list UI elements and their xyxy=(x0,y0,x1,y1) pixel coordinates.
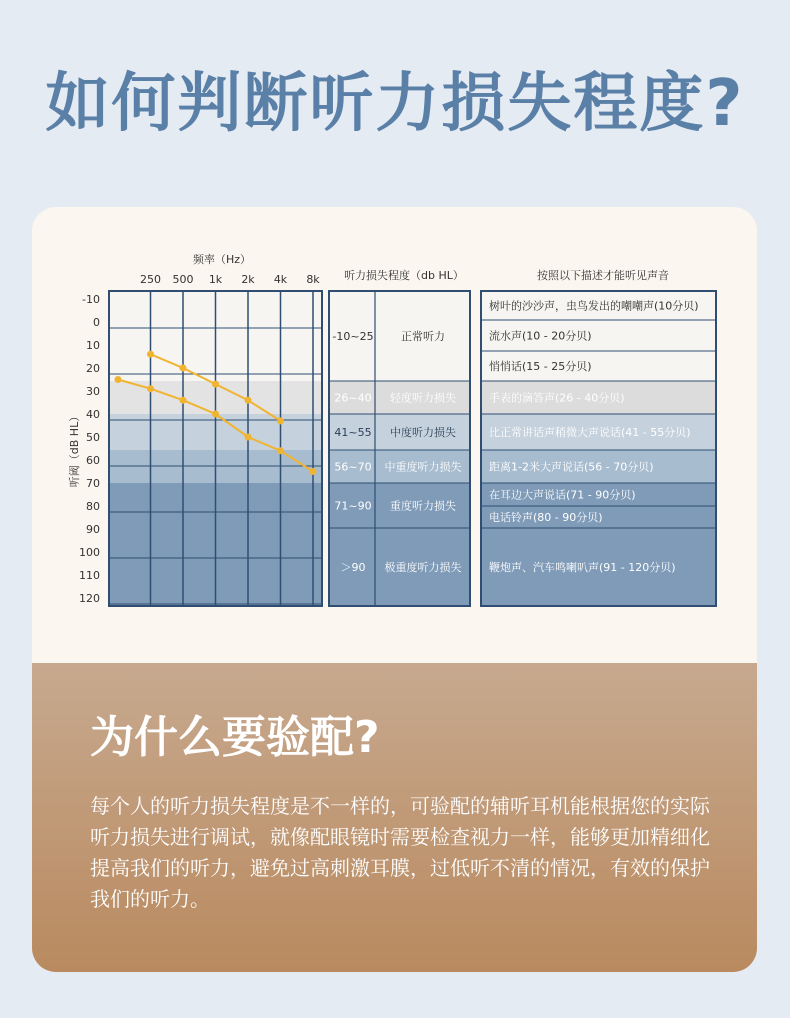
series-point xyxy=(180,397,187,404)
threshold-label: 20 xyxy=(86,362,100,375)
sound-row-text: 树叶的沙沙声，虫鸟发出的嘲嘲声(10分贝) xyxy=(489,299,699,313)
degree-table xyxy=(329,291,470,606)
threshold-label: -10 xyxy=(82,293,100,306)
series-point xyxy=(180,365,187,372)
hearing-info-card xyxy=(32,207,757,972)
degree-name: 轻度听力损失 xyxy=(390,391,456,405)
sound-row-text: 比正常讲话声稍微大声说话(41 - 55分贝) xyxy=(489,426,691,439)
degree-range: -10~25 xyxy=(332,330,374,343)
frequency-label: 1k xyxy=(208,273,223,286)
degree-name: 中重度听力损失 xyxy=(384,460,462,474)
degree-range: 71~90 xyxy=(334,499,372,513)
threshold-label: 50 xyxy=(86,431,100,444)
audiogram-figure xyxy=(32,207,757,663)
threshold-label: 80 xyxy=(86,500,100,513)
degree-range: 26~40 xyxy=(334,391,372,405)
threshold-label: 120 xyxy=(79,592,100,605)
series-point xyxy=(147,385,154,392)
sound-row-text: 距离1-2米大声说话(56 - 70分贝) xyxy=(489,460,654,474)
frequency-label: 4k xyxy=(273,273,288,286)
series-point xyxy=(147,351,154,358)
degree-name: 中度听力损失 xyxy=(390,426,456,439)
sound-row-text: 悄悄话(15 - 25分贝) xyxy=(489,360,592,373)
frequency-label: 250 xyxy=(140,273,161,286)
threshold-axis-title: 听阈（dB HL） xyxy=(68,410,81,488)
degree-name: 重度听力损失 xyxy=(390,499,456,513)
degree-range: 56~70 xyxy=(334,460,372,474)
series-point xyxy=(245,397,252,404)
series-point xyxy=(115,376,122,383)
threshold-label: 70 xyxy=(86,477,100,490)
series-point xyxy=(212,411,219,418)
series-point xyxy=(277,447,284,454)
sound-row-text: 电话铃声(80 - 90分贝) xyxy=(489,511,603,524)
sound-table-header: 按照以下描述才能听见声音 xyxy=(537,269,669,282)
series-point xyxy=(277,417,284,424)
series-point xyxy=(212,381,219,388)
threshold-label: 40 xyxy=(86,408,100,421)
degree-name: 正常听力 xyxy=(401,330,445,343)
frequency-axis-labels xyxy=(140,273,320,286)
threshold-label: 110 xyxy=(79,569,100,582)
sound-row-text: 在耳边大声说话(71 - 90分贝) xyxy=(489,488,636,502)
threshold-label: 100 xyxy=(79,546,100,559)
frequency-label: 2k xyxy=(241,273,255,286)
degree-range: 41~55 xyxy=(334,426,372,439)
page-title: 如何判断听力损失程度? xyxy=(45,67,745,141)
why-title: 为什么要验配? xyxy=(90,712,380,763)
why-body: 每个人的听力损失程度是不一样的，可验配的辅听耳机能根据您的实际听力损失进行调试，就像配眼镜时需要检查视力一样，能够更加精细化提高我们的听力，避免过高刺激耳膜，过低听不清的情况，有效的保护我们的听力。 xyxy=(90,794,710,911)
frequency-label: 500 xyxy=(172,273,194,286)
degree-name: 极重度听力损失 xyxy=(384,561,462,574)
sound-row-text: 手表的滴答声(26 - 40分贝) xyxy=(489,391,625,405)
threshold-label: 10 xyxy=(86,339,100,352)
degree-range: ＞90 xyxy=(340,561,366,574)
series-point xyxy=(310,468,317,475)
series-point xyxy=(245,434,252,441)
degree-table-header: 听力损失程度（db HL） xyxy=(344,269,464,282)
why-section xyxy=(32,663,757,972)
threshold-label: 30 xyxy=(86,385,100,398)
sound-row-text: 流水声(10 - 20分贝) xyxy=(489,329,592,343)
frequency-axis-title: 频率（Hz） xyxy=(192,253,252,266)
threshold-axis-labels xyxy=(79,293,100,605)
threshold-label: 60 xyxy=(86,454,100,467)
sound-table xyxy=(481,291,716,606)
sound-row-text: 鞭炮声、汽车鸣喇叭声(91 - 120分贝) xyxy=(489,561,676,574)
frequency-label: 8k xyxy=(306,273,320,286)
threshold-label: 90 xyxy=(86,523,100,536)
threshold-label: 0 xyxy=(93,316,100,329)
